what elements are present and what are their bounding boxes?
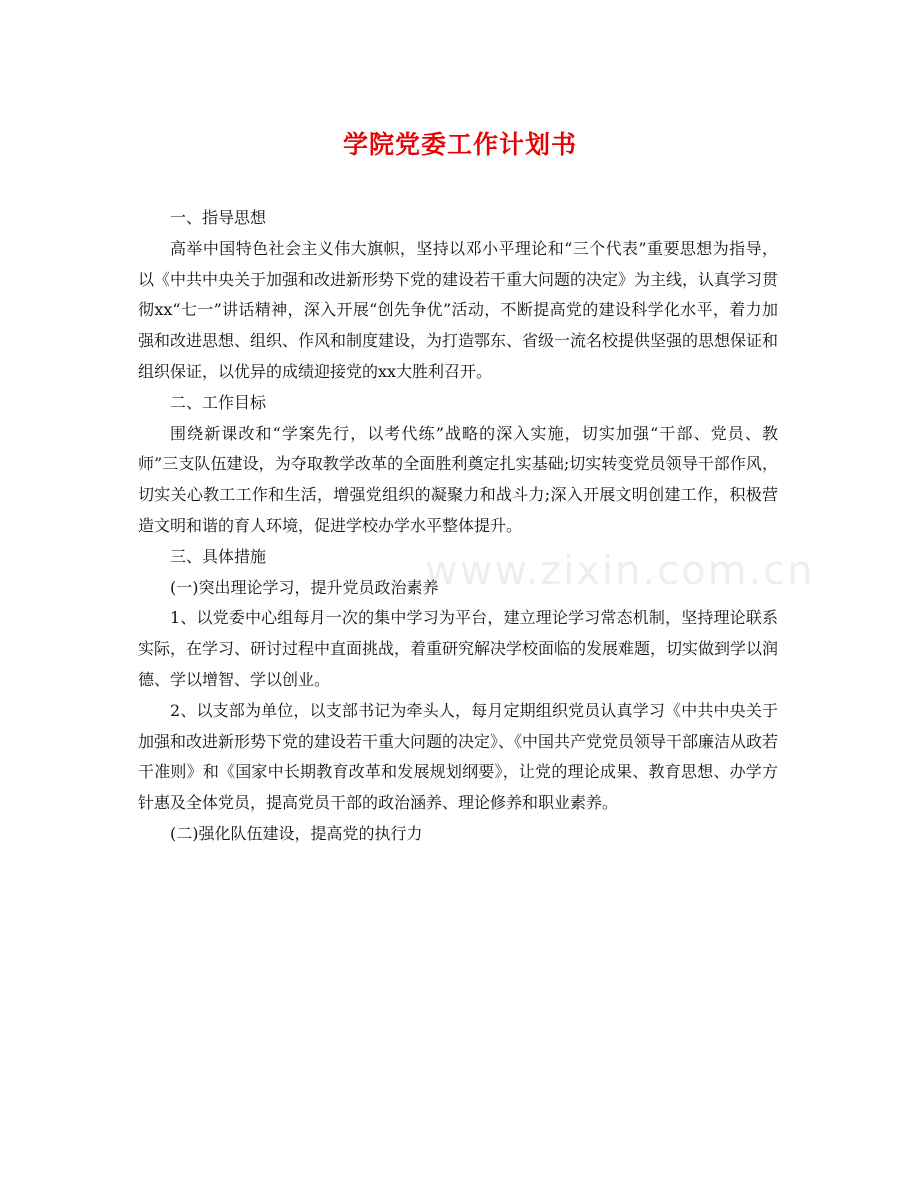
subsection-heading-team-building: (二)强化队伍建设，提高党的执行力 xyxy=(170,823,423,843)
document-title: 学院党委工作计划书 xyxy=(342,130,577,159)
paragraph-work-goals: 围绕新课改和“学案先行，以考代练”战略的深入实施，切实加强“干部、党员、教师”三支队伍建设，为夺取教学改革的全面胜利奠定扎实基础;切实转变党员领导干部作风，切实关心教工工作和生活，增强党组织的凝聚力和战斗力;深入开展文明创建工作，积极营造文明和谐的育人环境，促进学校办学水平整体提升。 xyxy=(138,423,778,535)
paragraph-guiding-thought: 高举中国特色社会主义伟大旗帜，坚持以邓小平理论和“三个代表”重要思想为指导，以《中共中央关于加强和改进新形势下党的建设若干重大问题的决定》为主线，认真学习贯彻xx“七一”讲话精神，深入开展“创先争优”活动，不断提高党的建设科学化水平，着力加强和改进思想、组织、作风和制度建设，为打造鄂东、省级一流名校提供坚强的思想保证和组织保证，以优异的成绩迎接党的xx大胜利召开。 xyxy=(138,238,779,381)
paragraph-measure-2: 2、以支部为单位，以支部书记为牵头人，每月定期组织党员认真学习《中共中央关于加强和改进新形势下党的建设若干重大问题的决定》、《中国共产党党员领导干部廉洁从政若干准则》和《国家中长期教育改革和发展规划纲要》，让党的理论成果、教育思想、办学方针惠及全体党员，提高党员干部的政治涵养、理论修养和职业素养。 xyxy=(138,700,779,813)
watermark: www.zixin.com.cn xyxy=(425,548,815,594)
section-heading-specific-measures: 三、具体措施 xyxy=(170,546,267,566)
paragraph-measure-1: 1、以党委中心组每月一次的集中学习为平台，建立理论学习常态机制，坚持理论联系实际，在学习、研讨过程中直面挑战，着重研究解决学校面临的发展难题，切实做到学以润德、学以增智、学以创业。 xyxy=(138,608,779,689)
document-body xyxy=(138,203,778,850)
subsection-heading-theory-study: (一)突出理论学习，提升党员政治素养 xyxy=(170,577,439,597)
section-heading-guiding-thought: 一、指导思想 xyxy=(170,208,267,227)
section-heading-work-goals: 二、工作目标 xyxy=(170,392,267,412)
